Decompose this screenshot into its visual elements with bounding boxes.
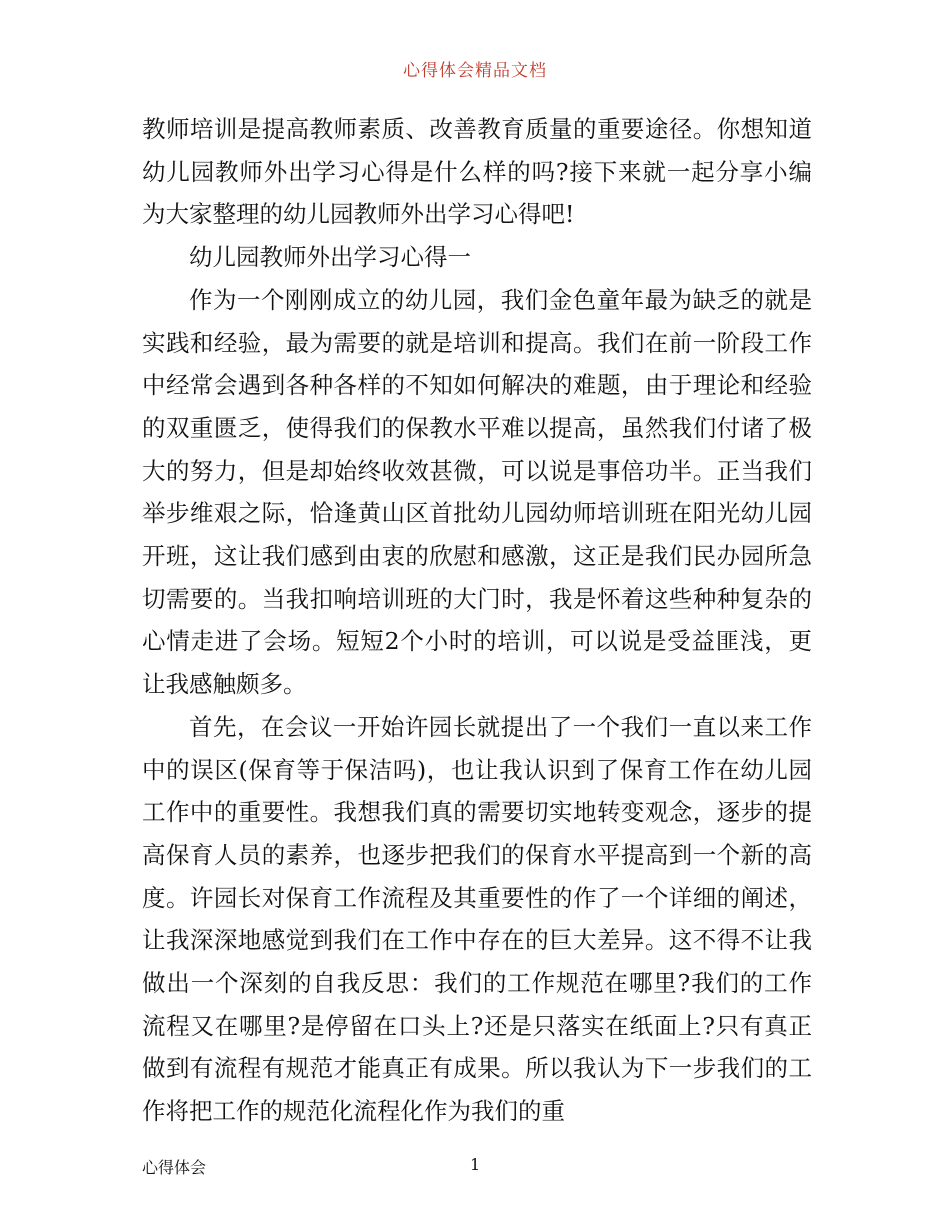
body-paragraph: 首先，在会议一开始许园长就提出了一个我们一直以来工作中的误区(保育等于保洁吗)，也让我认识到了保育工作在幼儿园工作中的重要性。我想我们真的需要切实地转变观念，逐步的提高保育人员的素养，也逐步把我们的保育水平提高到一个新的高度。许园长对保育工作流程及其重要性的作了一个详细的阐述，让我深深地感觉到我们在工作中存在的巨大差异。这不得不让我做出一个深刻的自我反思：我们的工作规范在哪里?我们的工作流程又在哪里?是停留在口头上?还是只落实在纸面上?只有真正做到有流程有规范才能真正有成果。所以我认为下一步我们的工作将把工作的规范化流程化作为我们的重 <box>142 712 812 1126</box>
intro-paragraph: 教师培训是提高教师素质、改善教育质量的重要途径。你想知道幼儿园教师外出学习心得是什么样的吗?接下来就一起分享小编为大家整理的幼儿园教师外出学习心得吧! <box>142 115 812 229</box>
page-number: 1 <box>470 1155 481 1174</box>
document-body <box>142 108 812 1133</box>
footer-label: 心得体会 <box>142 1158 207 1177</box>
section-heading: 幼儿园教师外出学习心得一 <box>189 243 471 272</box>
page-footer <box>142 1155 812 1179</box>
body-paragraph: 作为一个刚刚成立的幼儿园，我们金色童年最为缺乏的就是实践和经验，最为需要的就是培训和提高。我们在前一阶段工作中经常会遇到各种各样的不知如何解决的难题，由于理论和经验的双重匮乏，使得我们的保教水平难以提高，虽然我们付诸了极大的努力，但是却始终收效甚微，可以说是事倍功半。正当我们举步维艰之际，恰逢黄山区首批幼儿园幼师培训班在阳光幼儿园开班，这让我们感到由衷的欣慰和感激，这正是我们民办园所急切需要的。当我扣响培训班的大门时，我是怀着这些种种复杂的心情走进了会场。短短2个小时的培训，可以说是受益匪浅，更让我感触颇多。 <box>142 285 812 699</box>
page-header-title: 心得体会精品文档 <box>403 61 547 81</box>
